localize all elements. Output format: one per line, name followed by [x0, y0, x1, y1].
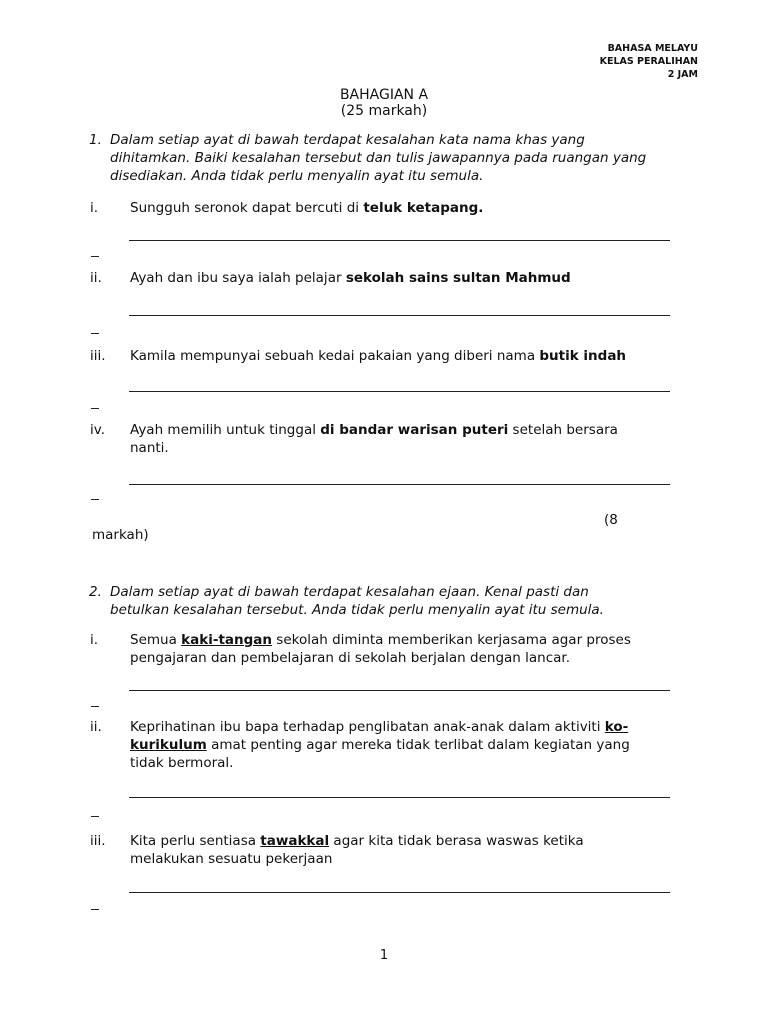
item-text: Kamila mempunyai sebuah kedai pakaian yang diberi nama butik indah: [130, 348, 627, 364]
q2-item-1: [90, 631, 670, 667]
item-text: Ayah dan ibu saya ialah pelajar sekolah sains sultan Mahmud: [130, 270, 571, 286]
answer-line-tail: [91, 333, 99, 334]
q1-item-1: [90, 199, 670, 217]
section-title: BAHAGIAN A: [339, 87, 429, 103]
question-text: Dalam setiap ayat di bawah terdapat kesalahan ejaan. Kenal pasti dan betulkan kesalahan tersebut. Anda tidak perlu menyalin ayat itu semula.: [110, 584, 604, 618]
item-text: Semua kaki-tangan sekolah diminta memberikan kerjasama agar proses pengajaran dan pembelajaran di sekolah berjalan dengan lancar.: [130, 632, 631, 666]
question-number: 2.: [89, 584, 102, 600]
q2-item-3: [90, 832, 670, 868]
answer-line-tail: [91, 706, 99, 707]
answer-line[interactable]: [129, 391, 670, 392]
item-number: iv.: [90, 422, 105, 438]
q1-marks-open: (8: [604, 512, 618, 528]
item-number: i.: [90, 632, 99, 648]
document-header: [600, 42, 698, 81]
item-text: Sungguh seronok dapat bercuti di teluk ketapang.: [130, 200, 484, 216]
item-text: Keprihatinan ibu bapa terhadap penglibatan anak-anak dalam aktiviti ko-kurikulum amat penting agar mereka tidak terlibat dalam kegiatan yang tidak bermoral.: [130, 719, 630, 771]
answer-line[interactable]: [129, 797, 670, 798]
class-label: KELAS PERALIHAN: [599, 56, 698, 67]
item-text: Ayah memilih untuk tinggal di bandar warisan puteri setelah bersara nanti.: [130, 422, 618, 456]
answer-line-tail: [91, 499, 99, 500]
page-number: 1: [379, 948, 389, 963]
q1-item-3: [90, 347, 670, 365]
item-number: i.: [90, 200, 99, 216]
answer-line[interactable]: [129, 484, 670, 485]
answer-line-tail: [91, 256, 99, 257]
item-number: ii.: [90, 270, 102, 286]
question-text: Dalam setiap ayat di bawah terdapat kesalahan kata nama khas yang dihitamkan. Baiki kesalahan tersebut dan tulis jawapannya pada ruangan yang disediakan. Anda tidak perlu menyalin ayat itu semula.: [110, 132, 647, 184]
question-number: 1.: [89, 132, 102, 148]
subject-label: BAHASA MELAYU: [607, 43, 698, 54]
q1-marks-close: markah): [92, 527, 149, 543]
answer-line[interactable]: [129, 690, 670, 691]
section-marks: (25 markah): [340, 103, 428, 119]
answer-line[interactable]: [129, 240, 670, 241]
answer-line-tail: [91, 816, 99, 817]
item-text: Kita perlu sentiasa tawakkal agar kita tidak berasa waswas ketika melakukan sesuatu pekerjaan: [130, 833, 584, 867]
answer-line-tail: [91, 408, 99, 409]
question-2-instruction: [89, 583, 649, 619]
answer-line[interactable]: [129, 315, 670, 316]
item-number: ii.: [90, 719, 102, 735]
item-number: iii.: [90, 348, 106, 364]
q1-item-4: [90, 421, 670, 457]
q2-item-2: [90, 718, 670, 772]
item-number: iii.: [90, 833, 106, 849]
q1-item-2: [90, 269, 670, 287]
duration-label: 2 JAM: [667, 69, 698, 80]
answer-line[interactable]: [129, 892, 670, 893]
answer-line-tail: [91, 909, 99, 910]
question-1-instruction: [89, 131, 649, 185]
